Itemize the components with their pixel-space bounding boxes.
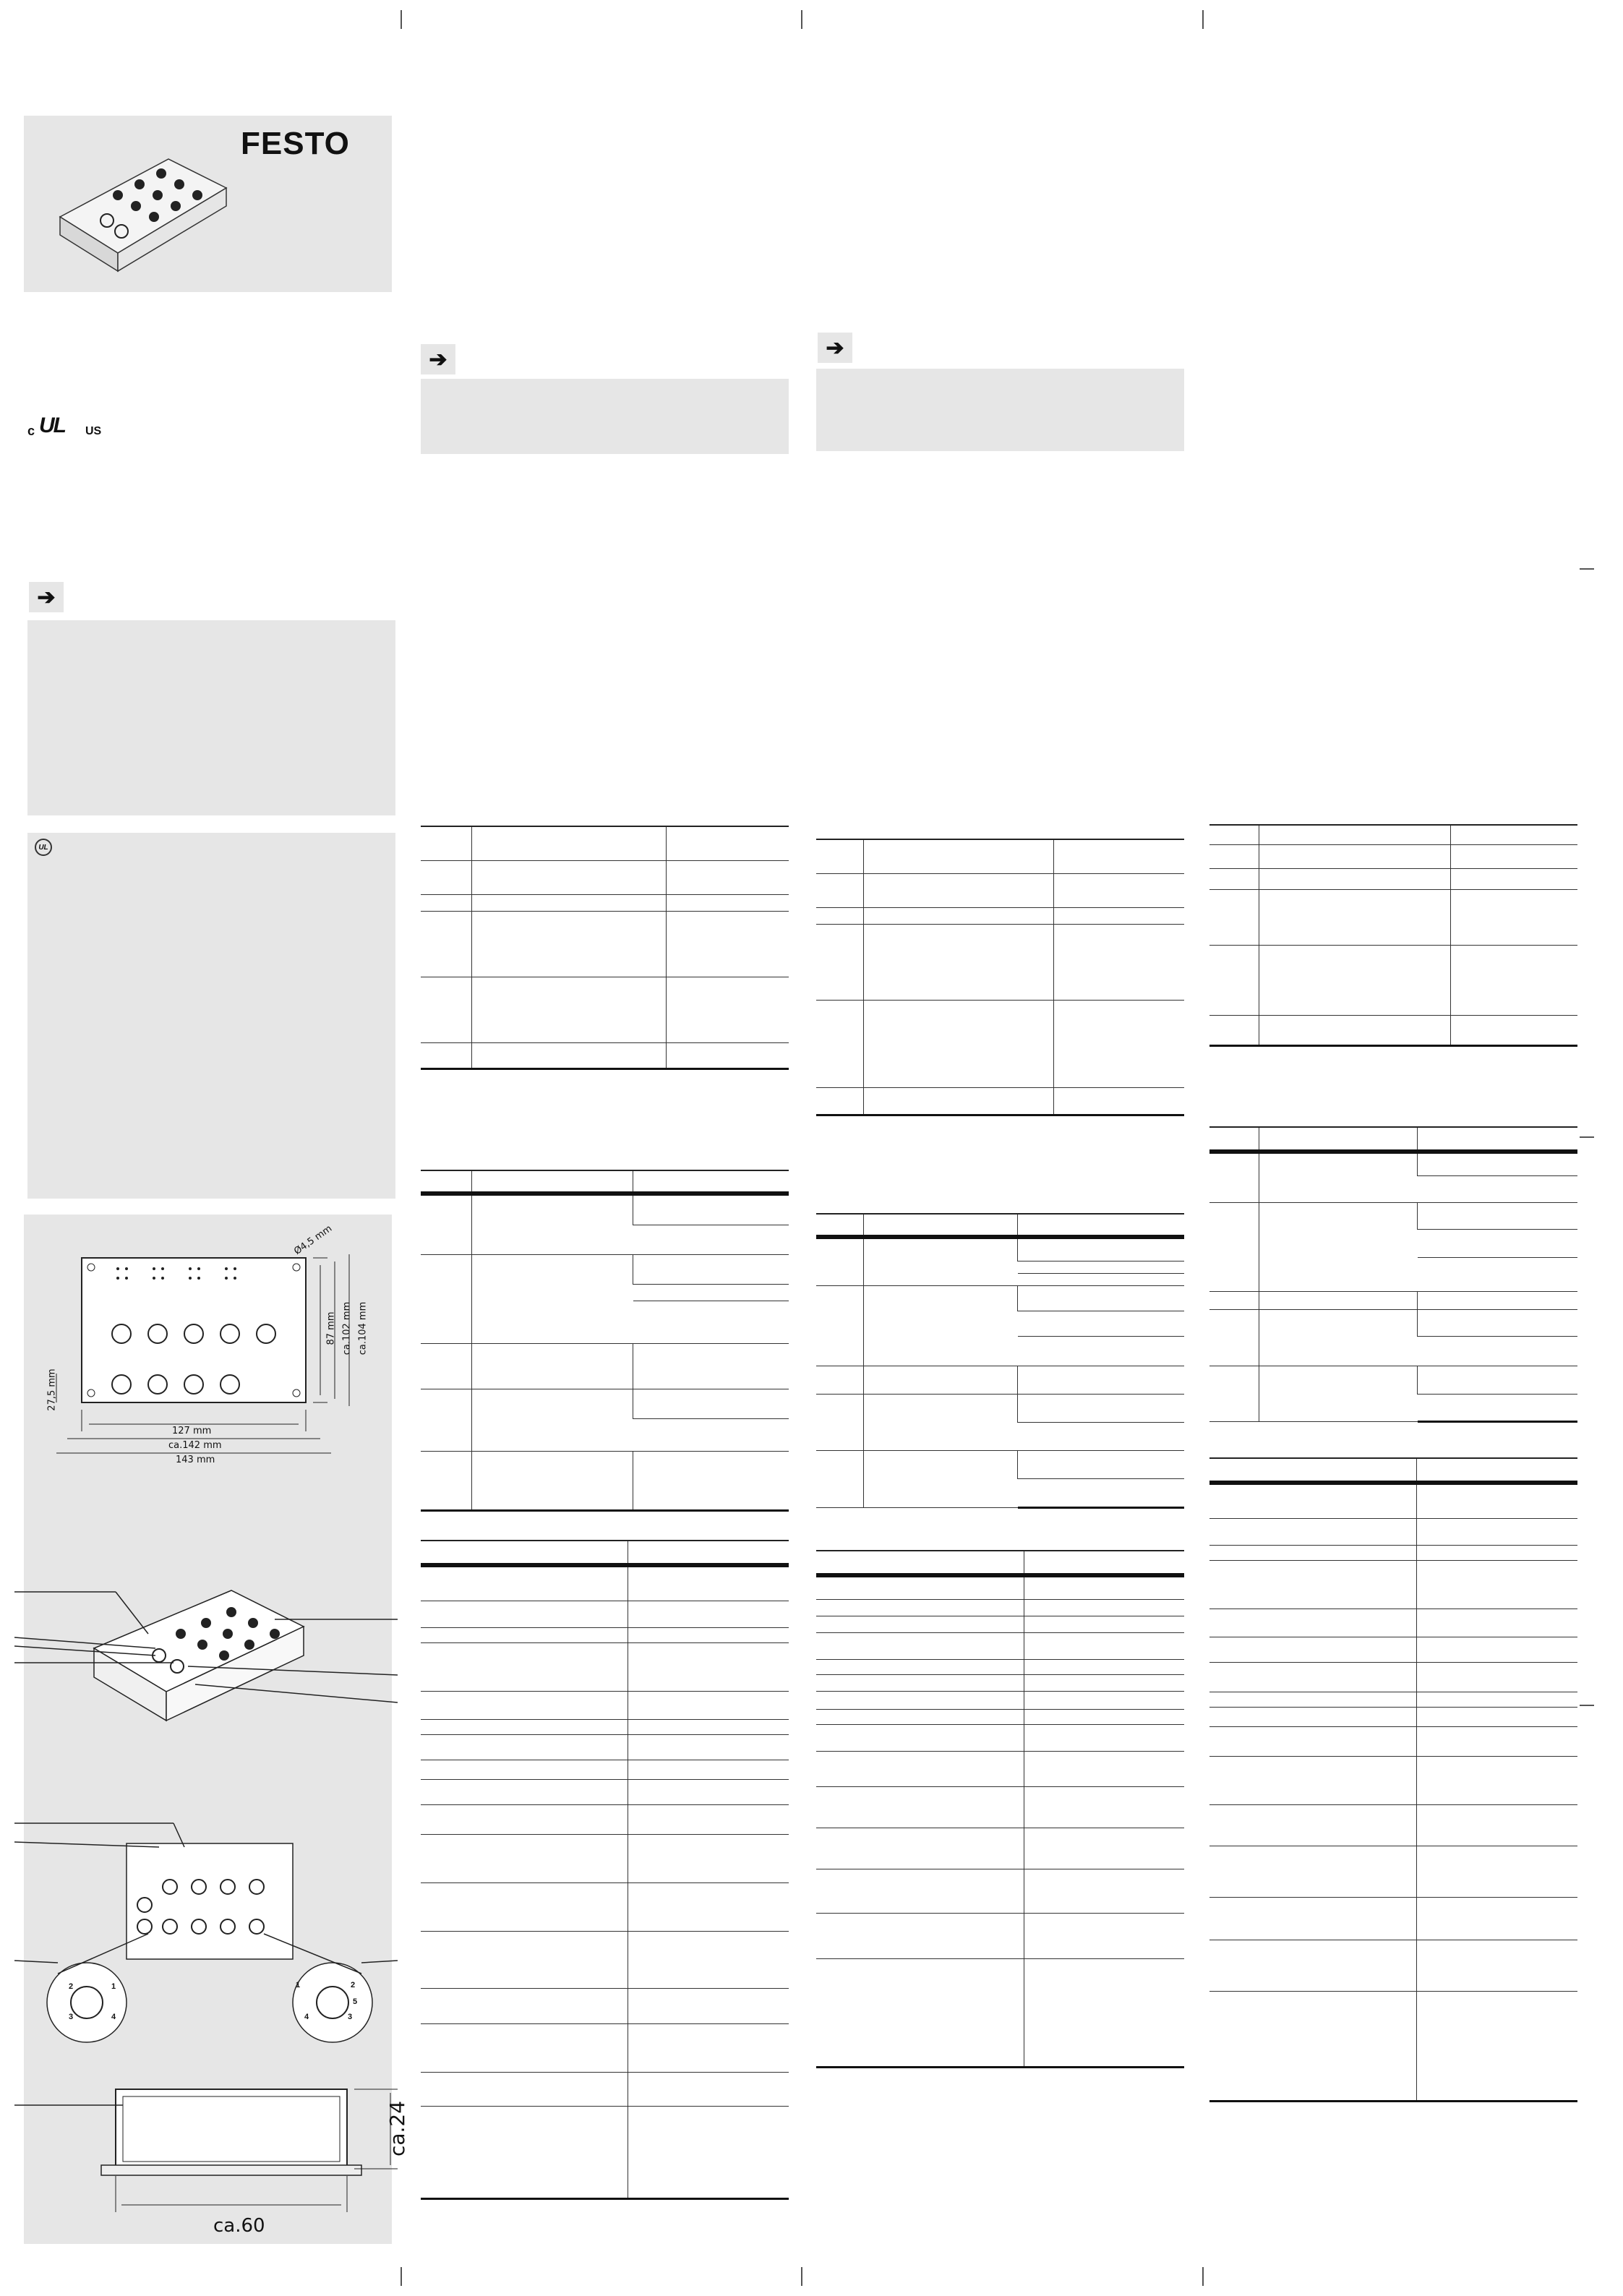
crop-mark xyxy=(801,2267,802,2286)
side-view-drawing xyxy=(14,2075,398,2241)
dim-27-5: 27,5 mm xyxy=(46,1368,58,1411)
cul-c-label: c xyxy=(27,424,35,438)
ul-icon: UL xyxy=(35,839,52,856)
dim-60: ca.60 xyxy=(213,2215,265,2237)
fold-mark xyxy=(1580,1705,1594,1706)
drawings-panel xyxy=(24,1215,410,2244)
fold-mark xyxy=(1580,568,1594,570)
dim-127: 127 mm xyxy=(172,1426,212,1436)
dim-hole: Ø4,5 mm xyxy=(292,1223,335,1257)
note-box xyxy=(421,379,789,454)
pin-label: 2 xyxy=(69,1982,74,1991)
festo-logo: FESTO xyxy=(241,126,350,161)
pin-label: 5 xyxy=(353,1997,358,2006)
table xyxy=(421,1170,789,1512)
cul-us-label: US xyxy=(85,425,102,437)
product-image xyxy=(46,130,262,275)
note-box xyxy=(27,620,395,815)
table xyxy=(421,826,789,1070)
crop-mark xyxy=(1202,2267,1204,2286)
dim-87: 87 mm xyxy=(325,1311,337,1345)
pin-label: 3 xyxy=(69,2013,74,2021)
table xyxy=(1209,1126,1577,1423)
crop-mark xyxy=(1202,10,1204,29)
fold-mark xyxy=(1580,1136,1594,1138)
arrow-right-icon: ➔ xyxy=(421,344,455,374)
table xyxy=(816,839,1184,1116)
crop-mark xyxy=(401,10,402,29)
ul-logo: UL xyxy=(39,414,65,437)
pin-label: 3 xyxy=(348,2013,353,2021)
dim-24: ca.24 xyxy=(385,2100,410,2157)
table xyxy=(816,1550,1184,2068)
table xyxy=(421,1540,789,2200)
isometric-drawing xyxy=(14,1576,398,1742)
pin-label: 1 xyxy=(296,1981,301,1989)
dim-143: 143 mm xyxy=(176,1455,215,1465)
ul-note-box xyxy=(27,833,395,1199)
dim-102: ca.102 mm xyxy=(341,1301,353,1355)
crop-mark xyxy=(401,2267,402,2286)
arrow-right-icon: ➔ xyxy=(29,582,64,612)
pin-label: 1 xyxy=(111,1982,116,1991)
pin-label: 4 xyxy=(111,2013,116,2021)
crop-mark xyxy=(801,10,802,29)
dim-104: ca.104 mm xyxy=(357,1301,369,1355)
table xyxy=(1209,1457,1577,2102)
product-header-panel xyxy=(24,116,392,292)
note-box xyxy=(816,369,1184,451)
cul-us-mark xyxy=(27,414,107,442)
connector-pinout-drawing xyxy=(14,1807,398,2046)
pin-label: 4 xyxy=(304,2013,309,2021)
pin-label: 2 xyxy=(351,1981,356,1989)
table xyxy=(1209,824,1577,1047)
arrow-right-icon: ➔ xyxy=(818,333,852,363)
dim-142: ca.142 mm xyxy=(168,1440,222,1451)
table xyxy=(816,1213,1184,1509)
